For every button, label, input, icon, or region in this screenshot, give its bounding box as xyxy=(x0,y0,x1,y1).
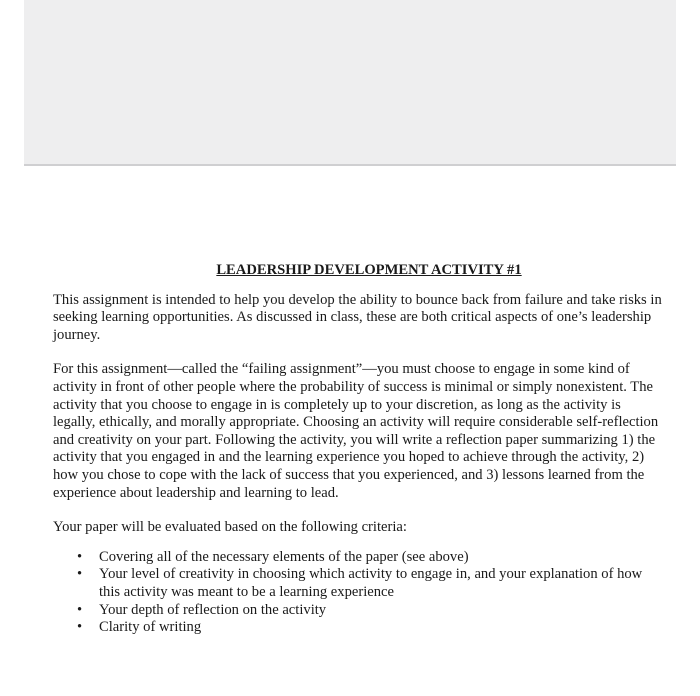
bullet-icon: • xyxy=(77,619,83,636)
document-page xyxy=(53,262,665,637)
criteria-intro: Your paper will be evaluated based on the following criteria: xyxy=(53,519,407,536)
intro-paragraph: This assignment is intended to help you develop the ability to bounce back from failure and take risks in seeking learning opportunities. As discussed in class, these are both critical aspects of one’s leadership journey. xyxy=(53,291,662,343)
bullet-icon: • xyxy=(77,548,83,565)
criteria-item-text: Covering all of the necessary elements of the paper (see above) xyxy=(99,548,469,565)
list-item xyxy=(53,549,665,567)
document-title: LEADERSHIP DEVELOPMENT ACTIVITY #1 xyxy=(216,262,522,278)
bullet-icon: • xyxy=(77,601,83,618)
bullet-icon: • xyxy=(77,566,83,583)
criteria-item-text: Your level of creativity in choosing which activity to engage in, and your explanation of how this activity was meant to be a learning experience xyxy=(99,566,643,600)
assignment-paragraph: For this assignment—called the “failing assignment”—you must choose to engage in some kind of activity in front of other people where the probability of success is minimal or simply nonexistent. The activity that you choose to engage in is completely up to your discretion, as long as the activity is legally, ethically, and morally appropriate. Choosing an activity will require considerable self-reflection and creativity on your part. Following the activity, you will write a reflection paper summarizing 1) the activity that you engaged in and the learning experience you hoped to achieve through the activity, 2) how you chose to cope with the lack of success that you experienced, and 3) lessons learned from the experience about leadership and learning to lead. xyxy=(53,361,659,501)
criteria-item-text: Clarity of writing xyxy=(99,619,202,636)
list-item xyxy=(53,566,665,601)
blank-header-area xyxy=(24,0,676,166)
list-item xyxy=(53,619,665,637)
criteria-item-text: Your depth of reflection on the activity xyxy=(99,601,327,618)
list-item xyxy=(53,602,665,620)
criteria-list xyxy=(53,549,665,637)
